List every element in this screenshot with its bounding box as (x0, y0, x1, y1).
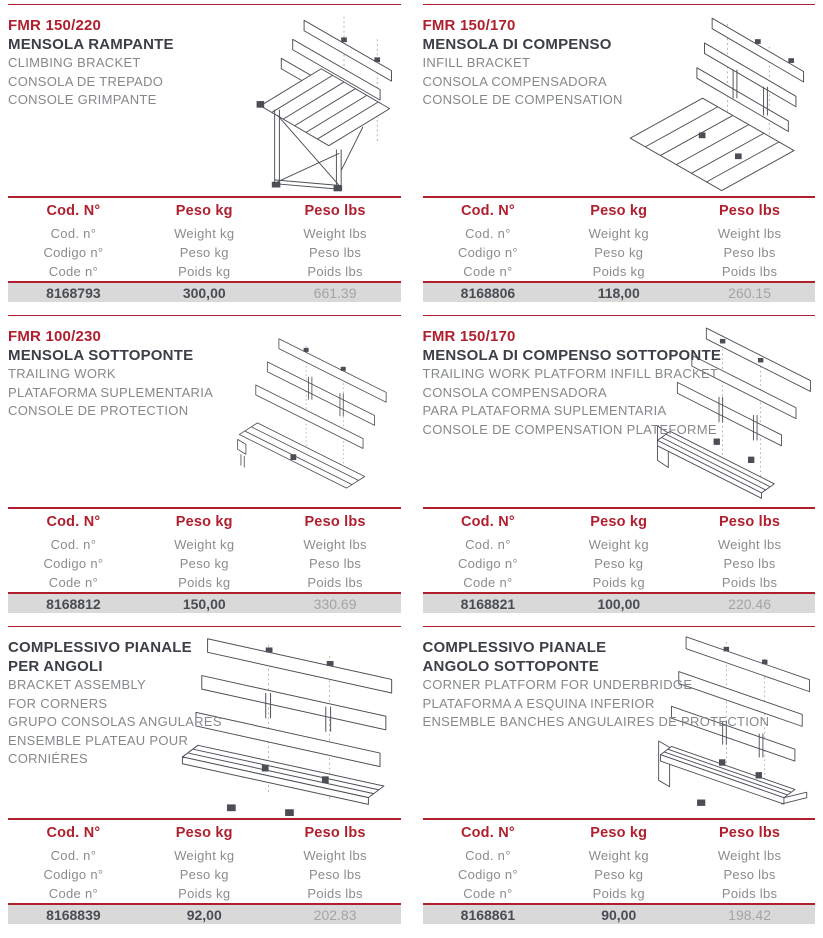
table-label-cell: Codigo n° (43, 245, 104, 260)
table-header-cell: Peso kg (590, 514, 648, 530)
table-label-cell: Poids lbs (721, 886, 778, 901)
product-name-line: MENSOLA SOTTOPONTE (8, 347, 194, 364)
table-header-cell: Cod. N° (46, 514, 101, 530)
table-data-row (8, 592, 401, 613)
table-header-cell: Peso kg (175, 825, 233, 841)
table-label-cell: Code n° (463, 264, 513, 279)
weight-lbs-value: 330.69 (313, 595, 357, 612)
weight-lbs-value: 220.46 (728, 595, 771, 612)
table-label-cell: Weight kg (588, 848, 649, 863)
table-label-cell: Weight kg (588, 537, 649, 552)
product-code-value: 8168821 (460, 595, 516, 612)
product-desc-line: FOR CORNERS (8, 695, 108, 711)
weight-kg-value: 118,00 (597, 284, 640, 301)
table-header-cell: Peso kg (175, 514, 233, 530)
table-label-cell: Poids kg (178, 886, 231, 901)
product-name-line: ANGOLO SOTTOPONTE (422, 658, 599, 675)
weight-kg-value: 300,00 (182, 284, 226, 301)
table-header-cell: Cod. N° (460, 825, 515, 841)
table-header-cell: Peso kg (590, 203, 648, 219)
table-label-cell: Poids lbs (721, 575, 778, 590)
product-code-title: FMR 150/170 (422, 328, 516, 345)
table-label-cell: Poids kg (592, 886, 645, 901)
table-label-cell: Poids kg (592, 575, 645, 590)
product-desc-line: CLIMBING BRACKET (8, 55, 141, 70)
table-header-cell: Peso lbs (718, 203, 781, 219)
table-label-cell: Peso kg (179, 556, 229, 571)
spec-table (8, 196, 401, 302)
weight-lbs-value: 260.15 (728, 284, 771, 301)
product-desc-line: ENSEMBLE BANCHES ANGULAIRES DE PROTECTION (422, 714, 770, 729)
table-label-cell: Peso lbs (723, 556, 776, 571)
product-desc-line: CONSOLE GRIMPANTE (8, 92, 157, 107)
product-name-line: COMPLESSIVO PIANALE (422, 639, 607, 656)
table-label-cell: Poids lbs (721, 264, 778, 279)
table-label-cell: Codigo n° (457, 867, 518, 882)
table-header-cell: Peso lbs (304, 514, 366, 530)
table-label-cell: Weight kg (174, 537, 235, 552)
product-desc-line: CONSOLE DE PROTECTION (8, 403, 189, 418)
weight-lbs-value: 661.39 (313, 284, 357, 301)
product-desc-line: CORNER PLATFORM FOR UNDERBRIDGE (422, 677, 693, 692)
table-label-cell: Weight lbs (717, 226, 782, 241)
table-label-cell: Poids kg (178, 264, 231, 279)
product-desc-line: GRUPO CONSOLAS ANGULARES (8, 714, 222, 729)
table-header-cell: Peso kg (590, 825, 648, 841)
product-code-title: FMR 150/170 (422, 17, 516, 34)
table-label-cell: Weight lbs (303, 848, 367, 863)
product-desc-line: TRAILING WORK PLATFORM INFILL BRACKET (422, 366, 719, 381)
table-label-cell: Cod. n° (465, 537, 511, 552)
product-code-title: FMR 100/230 (8, 328, 102, 345)
product-name-line: PER ANGOLI (8, 658, 103, 675)
table-data-row (423, 281, 816, 302)
table-label-cell: Codigo n° (457, 245, 518, 260)
spec-table (8, 818, 401, 924)
product-code-value: 8168839 (46, 906, 101, 923)
product-desc-line: CONSOLA COMPENSADORA (422, 73, 607, 89)
product-desc-line: PLATAFORMA A ESQUINA INFERIOR (422, 695, 655, 711)
table-data-row (8, 903, 401, 924)
table-header-cell: Cod. N° (46, 825, 101, 841)
product-name-line: COMPLESSIVO PIANALE (8, 639, 192, 656)
product-code-value: 8168812 (46, 595, 101, 612)
product-desc-line: TRAILING WORK (8, 366, 116, 381)
product-desc-line: CONSOLE DE COMPENSATION PLATEFORME (422, 421, 717, 437)
spec-table (423, 818, 816, 924)
table-data-row (8, 281, 401, 302)
product-code-value: 8168806 (460, 284, 516, 301)
table-header-cell: Cod. N° (46, 203, 101, 219)
product-code-value: 8168793 (46, 284, 101, 301)
product-desc-line: INFILL BRACKET (422, 55, 531, 70)
product-name-line: MENSOLA DI COMPENSO (422, 36, 612, 53)
weight-kg-value: 100,00 (597, 595, 641, 612)
weight-kg-value: 90,00 (601, 906, 637, 923)
table-label-cell: Code n° (48, 264, 99, 279)
product-code-value: 8168861 (460, 906, 516, 923)
table-label-cell: Poids kg (178, 575, 231, 590)
weight-kg-value: 92,00 (186, 906, 222, 923)
table-label-cell: Cod. n° (50, 848, 97, 863)
product-card (8, 626, 401, 924)
table-label-cell: Cod. n° (50, 537, 97, 552)
table-header-cell: Peso lbs (718, 825, 781, 841)
table-label-cell: Peso kg (594, 867, 644, 882)
table-label-cell: Peso kg (179, 245, 229, 260)
table-label-cell: Poids lbs (307, 886, 363, 901)
table-label-cell: Codigo n° (43, 556, 104, 571)
product-name-line: MENSOLA RAMPANTE (8, 36, 174, 53)
table-label-cell: Cod. n° (465, 848, 511, 863)
product-card (8, 4, 401, 302)
table-label-cell: Peso kg (594, 245, 644, 260)
table-label-cell: Code n° (48, 886, 99, 901)
table-label-cell: Weight kg (174, 226, 235, 241)
product-name-line: MENSOLA DI COMPENSO SOTTOPONTE (422, 347, 722, 364)
product-desc-line: CONSOLE DE COMPENSATION (422, 92, 623, 107)
catalog-row-1 (8, 4, 815, 302)
table-header-cell: Cod. N° (460, 203, 515, 219)
weight-lbs-value: 202.83 (313, 906, 357, 923)
catalog-row-3 (8, 626, 815, 924)
table-label-cell: Poids kg (592, 264, 645, 279)
table-label-cell: Peso lbs (308, 867, 362, 882)
table-label-cell: Code n° (463, 886, 513, 901)
table-label-cell: Peso kg (179, 867, 229, 882)
product-card (423, 4, 816, 302)
table-label-cell: Weight kg (174, 848, 235, 863)
spec-table (8, 507, 401, 613)
table-label-cell: Cod. n° (465, 226, 511, 241)
table-label-cell: Peso lbs (723, 245, 776, 260)
product-card (423, 315, 816, 613)
table-label-cell: Weight lbs (303, 537, 367, 552)
spec-table (423, 507, 816, 613)
table-header-cell: Peso lbs (304, 203, 366, 219)
product-card (8, 315, 401, 613)
table-label-cell: Peso kg (594, 556, 644, 571)
product-desc-line: PARA PLATAFORMA SUPLEMENTARIA (422, 403, 667, 418)
spec-table (423, 196, 816, 302)
table-header-cell: Peso lbs (304, 825, 366, 841)
table-label-cell: Weight lbs (717, 537, 782, 552)
product-desc-line: CONSOLA DE TREPADO (8, 73, 164, 89)
table-label-cell: Code n° (463, 575, 513, 590)
product-desc-line: BRACKET ASSEMBLY (8, 677, 146, 692)
weight-lbs-value: 198.42 (728, 906, 771, 923)
table-data-row (423, 903, 816, 924)
table-label-cell: Codigo n° (457, 556, 518, 571)
product-card (423, 626, 816, 924)
table-label-cell: Weight lbs (717, 848, 782, 863)
table-data-row (423, 592, 816, 613)
table-header-cell: Cod. N° (460, 514, 515, 530)
table-header-cell: Peso lbs (718, 514, 781, 530)
table-label-cell: Weight kg (588, 226, 649, 241)
table-label-cell: Poids lbs (307, 264, 363, 279)
product-desc-line: ENSEMBLE PLATEAU POUR (8, 732, 189, 748)
catalog-row-2 (8, 315, 815, 613)
product-code-title: FMR 150/220 (8, 17, 102, 34)
table-label-cell: Codigo n° (43, 867, 104, 882)
product-desc-line: CONSOLA COMPENSADORA (422, 384, 607, 400)
table-label-cell: Peso lbs (308, 245, 362, 260)
product-desc-line: CORNIÉRES (8, 751, 88, 766)
table-label-cell: Peso lbs (723, 867, 776, 882)
table-label-cell: Code n° (48, 575, 99, 590)
table-header-cell: Peso kg (175, 203, 233, 219)
table-label-cell: Poids lbs (307, 575, 363, 590)
weight-kg-value: 150,00 (182, 595, 226, 612)
product-desc-line: PLATAFORMA SUPLEMENTARIA (8, 384, 214, 400)
table-label-cell: Weight lbs (303, 226, 367, 241)
table-label-cell: Cod. n° (50, 226, 97, 241)
table-label-cell: Peso lbs (308, 556, 362, 571)
